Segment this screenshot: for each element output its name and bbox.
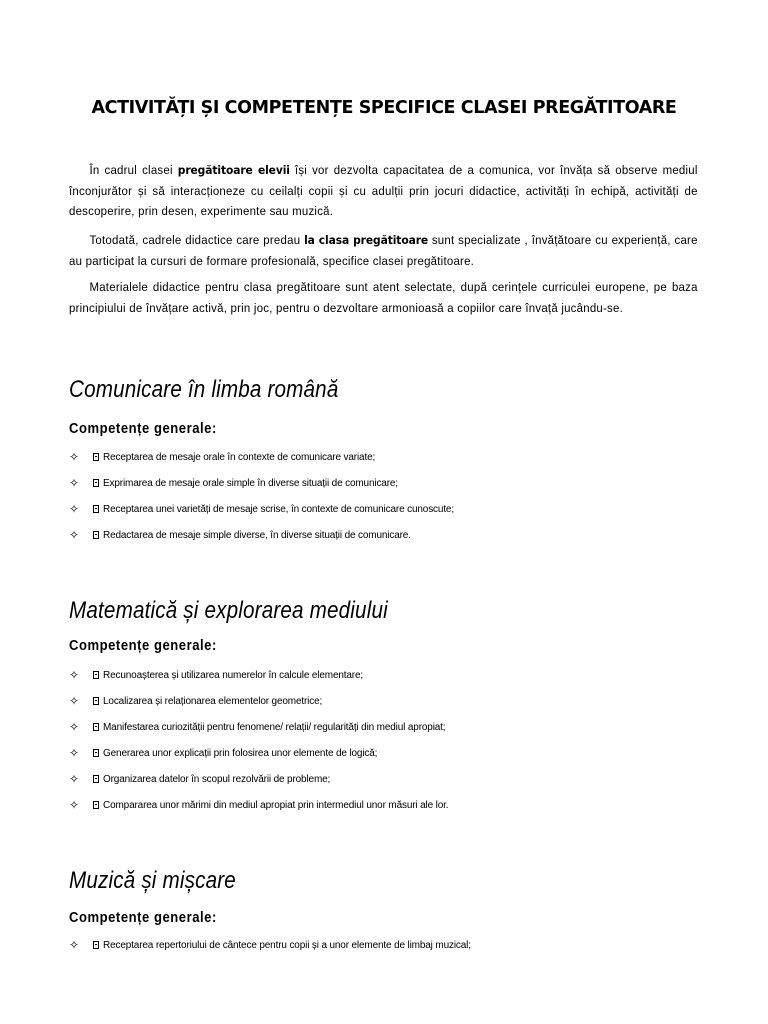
missing-glyph-icon	[93, 775, 99, 783]
diamond-outline-icon: ✧	[69, 694, 79, 708]
diamond-outline-icon: ✧	[69, 450, 79, 464]
diamond-outline-icon: ✧	[69, 528, 79, 542]
p2-bold: la clasa pregătitoare	[304, 233, 429, 247]
intro-paragraph-1	[69, 160, 698, 222]
competence-list-muzica	[69, 940, 471, 966]
missing-glyph-icon	[93, 453, 99, 461]
p1-bold: pregătitoare elevii	[177, 163, 290, 177]
missing-glyph-icon	[93, 749, 99, 757]
missing-glyph-icon	[93, 505, 99, 513]
list-item: ✧ Redactarea de mesaje simple diverse, în diverse situații de comunicare.	[69, 528, 411, 542]
p3-text: Materialele didactice pentru clasa pregătitoare sunt atent selectate, după cerințele curriculei europene, pe baza principiului de învățare activă, prin joc, pentru o dezvoltare armonioasă a copiilor care învață jucându-se.	[69, 280, 698, 315]
missing-glyph-icon	[93, 671, 99, 679]
intro-paragraph-2	[69, 230, 698, 271]
missing-glyph-icon	[93, 531, 99, 539]
missing-glyph-icon	[93, 941, 99, 949]
list-item: ✧ Manifestarea curiozității pentru fenomene/ relații/ regularități din mediul apropiat;	[69, 720, 446, 734]
missing-glyph-icon	[93, 697, 99, 705]
section-subtitle-muzica: Competențe generale:	[69, 910, 217, 926]
list-item: ✧ Organizarea datelor în scopul rezolvării de probleme;	[69, 772, 331, 786]
section-subtitle-romana: Competențe generale:	[69, 421, 217, 437]
p2-text-a: Totodată, cadrele didactice care predau	[89, 233, 305, 247]
diamond-outline-icon: ✧	[69, 772, 79, 786]
competence-list-romana	[69, 452, 454, 556]
diamond-outline-icon: ✧	[69, 938, 79, 952]
list-item: ✧ Recunoașterea și utilizarea numerelor în calcule elementare;	[69, 668, 364, 682]
list-item: ✧ Compararea unor mărimi din mediul apropiat prin intermediul unor măsuri ale lor.	[69, 798, 449, 812]
list-item: ✧ Receptarea repertoriului de cântece pentru copii și a unor elemente de limbaj muzical;	[69, 938, 471, 952]
list-item: ✧ Receptarea de mesaje orale în contexte de comunicare variate;	[69, 450, 376, 464]
list-item: ✧ Exprimarea de mesaje orale simple în diverse situații de comunicare;	[69, 476, 398, 490]
diamond-outline-icon: ✧	[69, 476, 79, 490]
section-title-muzica: Muzică și mișcare	[69, 867, 236, 894]
p1-text-a: În cadrul clasei	[89, 163, 178, 177]
missing-glyph-icon	[93, 801, 99, 809]
list-item: ✧ Localizarea și relaționarea elementelor geometrice;	[69, 694, 323, 708]
p1-text-c: își vor dezvolta capacitatea de a comunica, vor învăța să observe mediul înconjurător și să interacționeze cu ceilalți copii și cu adulții prin jocuri didactice, activități în echipă, activități de descoperire, prin desen, experimente sau muzică.	[69, 163, 698, 218]
intro-paragraph-3	[69, 277, 698, 318]
missing-glyph-icon	[93, 723, 99, 731]
section-title-matematica: Matematică și explorarea mediului	[69, 597, 388, 624]
missing-glyph-icon	[93, 479, 99, 487]
list-item: ✧ Receptarea unei varietăți de mesaje scrise, în contexte de comunicare cunoscute;	[69, 502, 454, 516]
document-title: ACTIVITĂȚI ȘI COMPETENȚE SPECIFICE CLASEI PREGĂTITOARE	[91, 98, 677, 118]
p2-text-c: sunt specializate , învățătoare cu experiență, care au participat la cursuri de formare profesională, specifice clasei pregătitoare.	[69, 233, 698, 268]
diamond-outline-icon: ✧	[69, 502, 79, 516]
diamond-outline-icon: ✧	[69, 798, 79, 812]
diamond-outline-icon: ✧	[69, 668, 79, 682]
diamond-outline-icon: ✧	[69, 746, 79, 760]
competence-list-matematica	[69, 670, 448, 826]
diamond-outline-icon: ✧	[69, 720, 79, 734]
section-title-romana: Comunicare în limba română	[69, 376, 339, 403]
list-item: ✧ Generarea unor explicații prin folosirea unor elemente de logică;	[69, 746, 378, 760]
section-subtitle-matematica: Competențe generale:	[69, 638, 217, 654]
